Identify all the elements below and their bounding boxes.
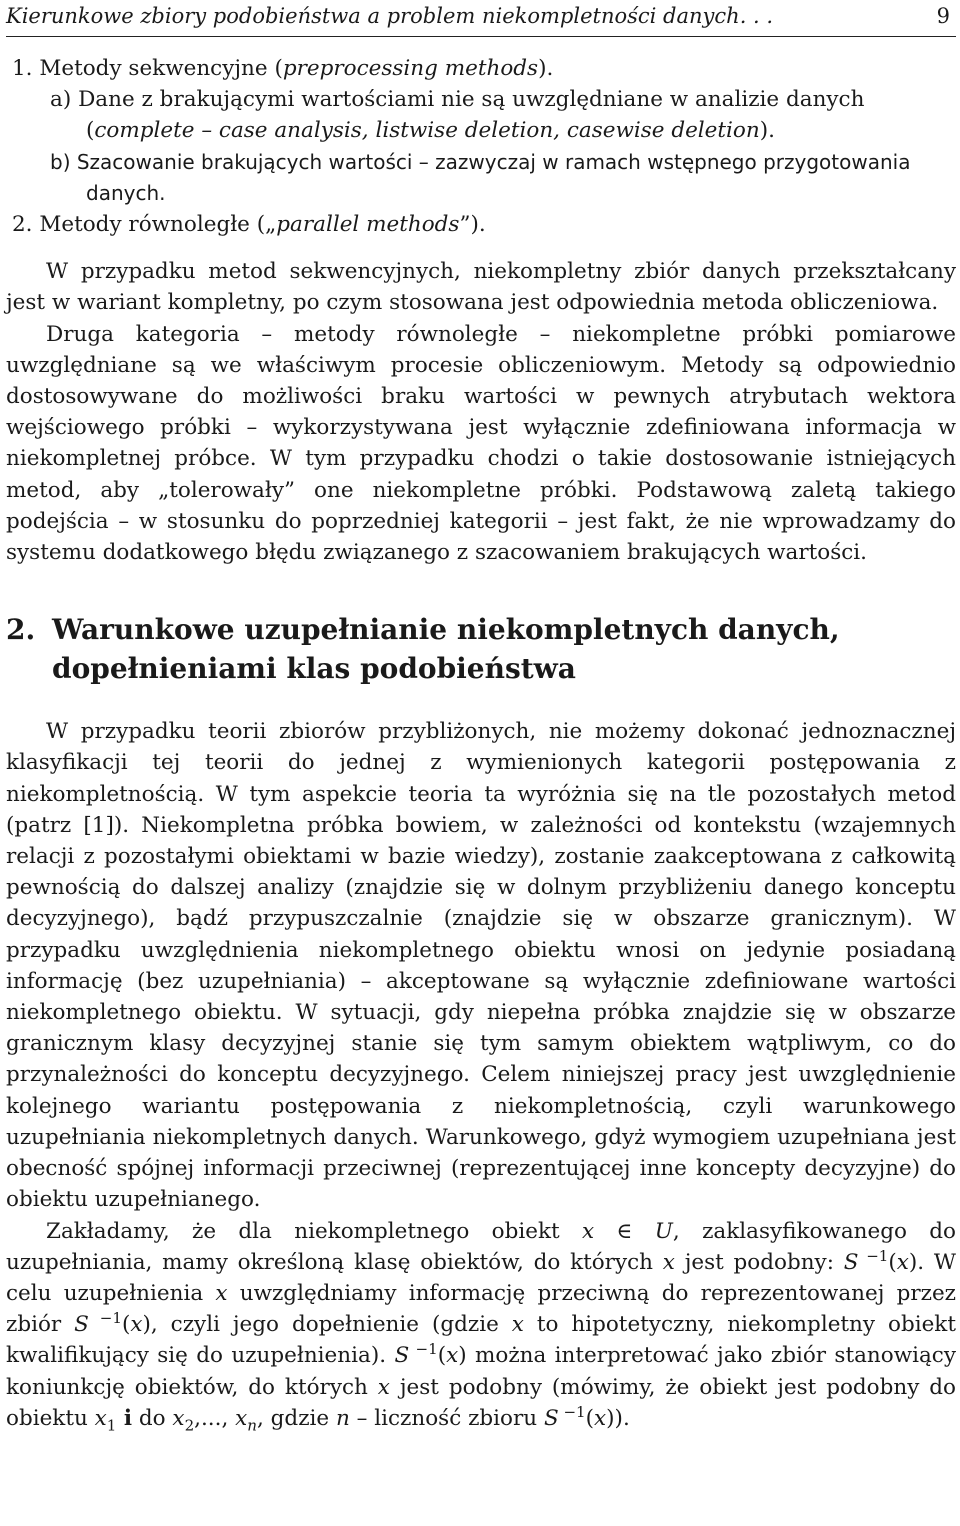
section-title-line1: Warunkowe uzupełnianie niekompletnych danych, [52,613,840,647]
list-italic: complete – case analysis, listwise deletion, casewise deletion [94,118,760,144]
list-text-after: ). [538,56,554,81]
running-header [6,0,956,30]
list-marker: 1. [12,56,33,81]
page-body [6,53,956,1434]
list-text: Dane z brakującymi wartościami nie są uwzględniane w analizie danych ( [78,87,865,144]
list-marker: a) [50,87,72,113]
running-title: Kierunkowe zbiory podobieństwa a problem niekompletności danych. . . [6,4,774,28]
header-rule [6,36,956,37]
list-item-1 [6,53,956,84]
list-marker: 2. [12,212,33,238]
list-marker: b) [50,149,71,174]
list-text: Metody równoległe („ [39,212,277,238]
section-title-line2: dopełnieniami klas podobieństwa [52,652,576,686]
list-text: Metody sekwencyjne ( [39,56,283,81]
paragraph: W przypadku teorii zbiorów przybliżonych, nie możemy dokonać jednoznacznej klasyfikacji tej teorii do jednej z wymienionych kategorii postępowania z niekompletnością. W tym aspekcie teoria ta wyróżnia się na tle pozostałych metod (patrz [1]). Niekompletna próbka bowiem, w zależności od kontekstu (wzajemnych relacji z pozostałymi obiektami w bazie wiedzy), zostanie zaakceptowana z całkowitą pewnością do dalszej analizy (znajdzie się w dolnym przybliżeniu danego konceptu decyzyjnego), bądź przypuszczalnie (znajdzie się w obszarze granicznym). W przypadku uwzględnienia niekompletnego obiektu wnosi on jedynie posiadaną informację (bez uzupełniania) – akceptowane są wyłącznie zdefiniowane wartości niekompletnego obiektu. W sytuacji, gdy niepełna próbka znajdzie się w obszarze granicznym klasy decyzyjnej stanie się tym samym obiektem wątpliwym, co do przynależności do konceptu decyzyjnego. Celem niniejszej pracy jest uwzględnienie kolejnego wariantu postępowania z niekompletnością, czyli warunkowego uzupełniania niekompletnych danych. Warunkowego, gdyż wymogiem uzupełniana jest obecność spójnej informacji przeciwnej (reprezentującej inne koncepty decyzyjne) do obiektu uzupełnianego. [6,719,956,1213]
list-italic: preprocessing methods [282,56,539,81]
section-number: 2. [6,613,36,647]
list-text-after: ”). [459,212,486,238]
list-item-1b [6,147,956,209]
list-item-1a [6,84,956,146]
paragraph: Druga kategoria – metody równoległe – niekompletne próbki pomiarowe uwzględniane są we właściwym procesie obliczeniowym. Metody są odpowiednio dostosowywane do możliwości braku wartości w pewnych atrybutach wektora wejściowego próbki – wykorzystywana jest wyłącznie zdefiniowana informacja w niekompletnej próbce. W tym przypadku chodzi o takie dostosowanie istniejących metod, aby „tolerowały” one niekompletne próbki. Podstawową zaletą takiego podejścia – w stosunku do poprzedniej kategorii – jest fakt, że nie wprowadzamy do systemu dodatkowego błędu związanego z szacowaniem brakujących wartości. [6,321,956,566]
list-text-after: ). [759,118,775,144]
list-item-2 [6,209,956,240]
list-text: Szacowanie brakujących wartości – zazwyczaj w ramach wstępnego przygotowania danych. [76,149,911,205]
section-heading [6,610,956,688]
paragraph: W przypadku metod sekwencyjnych, niekompletny zbiór danych przekształcany jest w wariant kompletny, po czym stosowana jest odpowiednia metoda obliczeniowa. [6,259,956,316]
list-italic: parallel methods [276,212,460,238]
page-number: 9 [936,4,950,28]
paragraph-with-math: Zakładamy, że dla niekompletnego obiekt x ∈ U, zaklasyfikowanego do uzupełniania, mamy określoną klasę obiektów, do których x jest podobny: S $^{-1}$(x). W celu uzupełnienia x uwzględniamy informację przeciwną do reprezentowanej przez zbiór S $^{-1}$(x), czyli jego dopełnienie (gdzie x to hipotetyczny, niekompletny obiekt kwalifikujący się do uzupełnienia). S $^{-1}$(x) można interpretować jako zbiór stanowiący koniunkcję obiektów, do których x jest podobny (mówimy, że obiekt jest podobny do obiektu $x_1$ i do $x_2$,..., $x_n$, gdzie n – liczność zbioru S $^{-1}$(x)). [6,1218,957,1435]
